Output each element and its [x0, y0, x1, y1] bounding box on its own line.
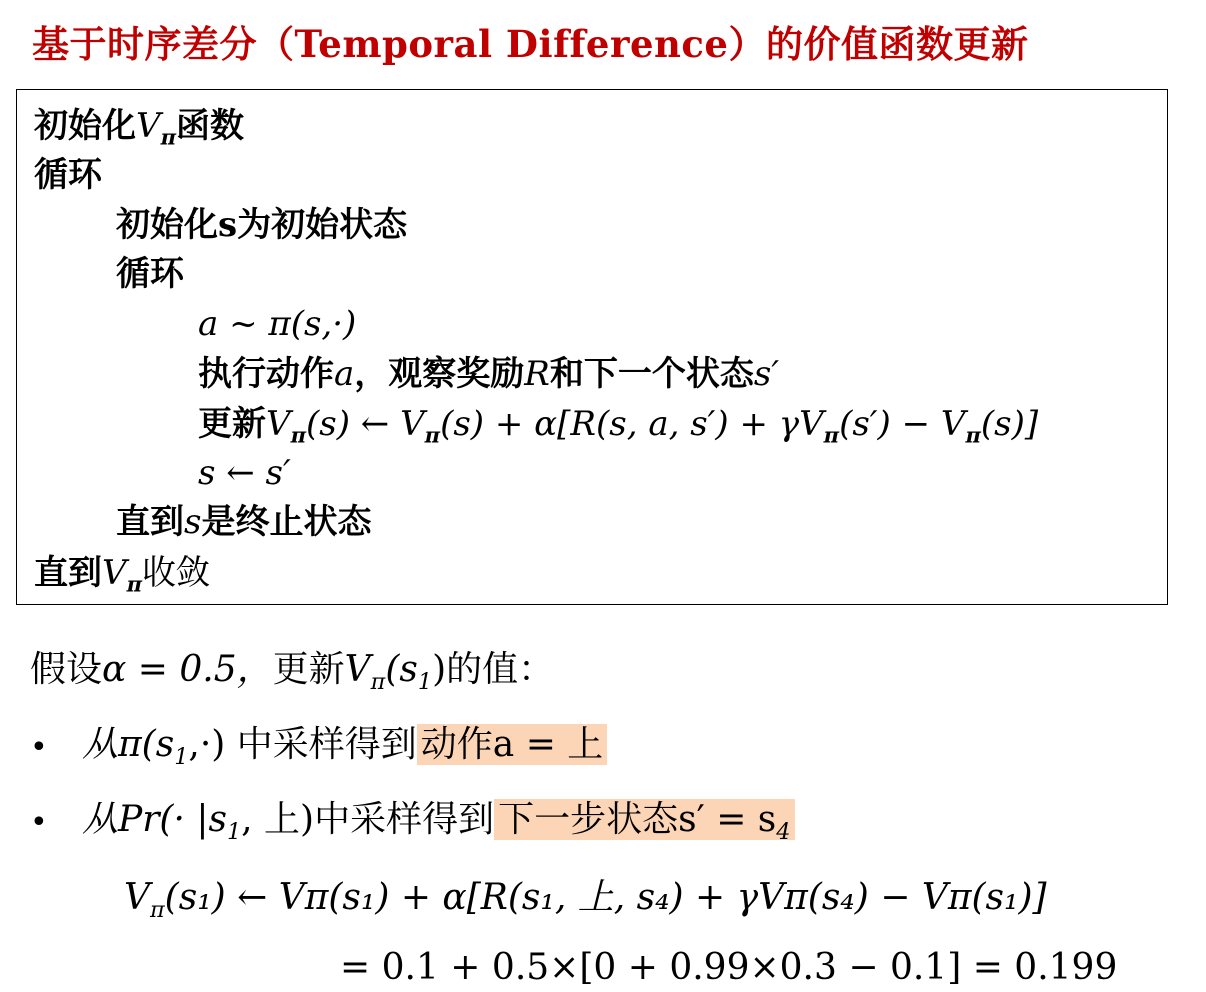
page-title: 基于时序差分（Temporal Difference）的价值函数更新 [32, 22, 1029, 66]
algo-line-update: 更新$V_\pi(s)$ ← $V_\pi(s) + \alpha[R(s$, a, $s') + \gamma V_\pi(s') - V_\pi(s)$] [198, 404, 1039, 448]
assumption-line: 假设α = 0.5，更新$V_\pi(s_1)$的值： [30, 649, 555, 695]
highlight-next-state: 下一步状态$s' = s_4$ [494, 799, 794, 840]
highlight-action: 动作a = 上 [417, 724, 608, 765]
algo-line-until-terminal: 直到s是终止状态 [116, 502, 372, 542]
bullet-item-next-state: 从$Pr(\cdot |s_1$, 上)中采样得到 下一步状态$s' = s_4$ [82, 798, 795, 854]
equation-line-1: $V_\pi(s_1)$ ← Vπ(s₁) + α[R(s₁, 上, s₄) + γVπ(s₄) − Vπ(s₁)] [124, 877, 1047, 923]
algo-line-loop-inner: 循环 [116, 254, 184, 294]
bullet-dot: • [30, 730, 48, 765]
bullet-dot: • [30, 805, 48, 840]
algo-line-sample-action: a ~ π(s,·) [198, 304, 357, 344]
algo-line-assign-s: s ← s′ [198, 453, 291, 493]
algo-line-execute: 执行动作a，观察奖励R和下一个状态s′ [198, 354, 780, 394]
algo-line-loop-outer: 循环 [34, 155, 102, 195]
algo-line-init-v: 初始化$V_\pi$函数 [34, 106, 244, 150]
algo-line-until-converge: 直到$V_\pi$收敛 [34, 553, 210, 597]
algo-line-init-s: 初始化s为初始状态 [116, 205, 408, 245]
bullet-item-action: 从$\pi(s_1,\cdot)$ 中采样得到 动作a = 上 [82, 723, 607, 779]
equation-line-2: = 0.1 + 0.5×[0 + 0.99×0.3 − 0.1] = 0.199 [340, 947, 1118, 988]
